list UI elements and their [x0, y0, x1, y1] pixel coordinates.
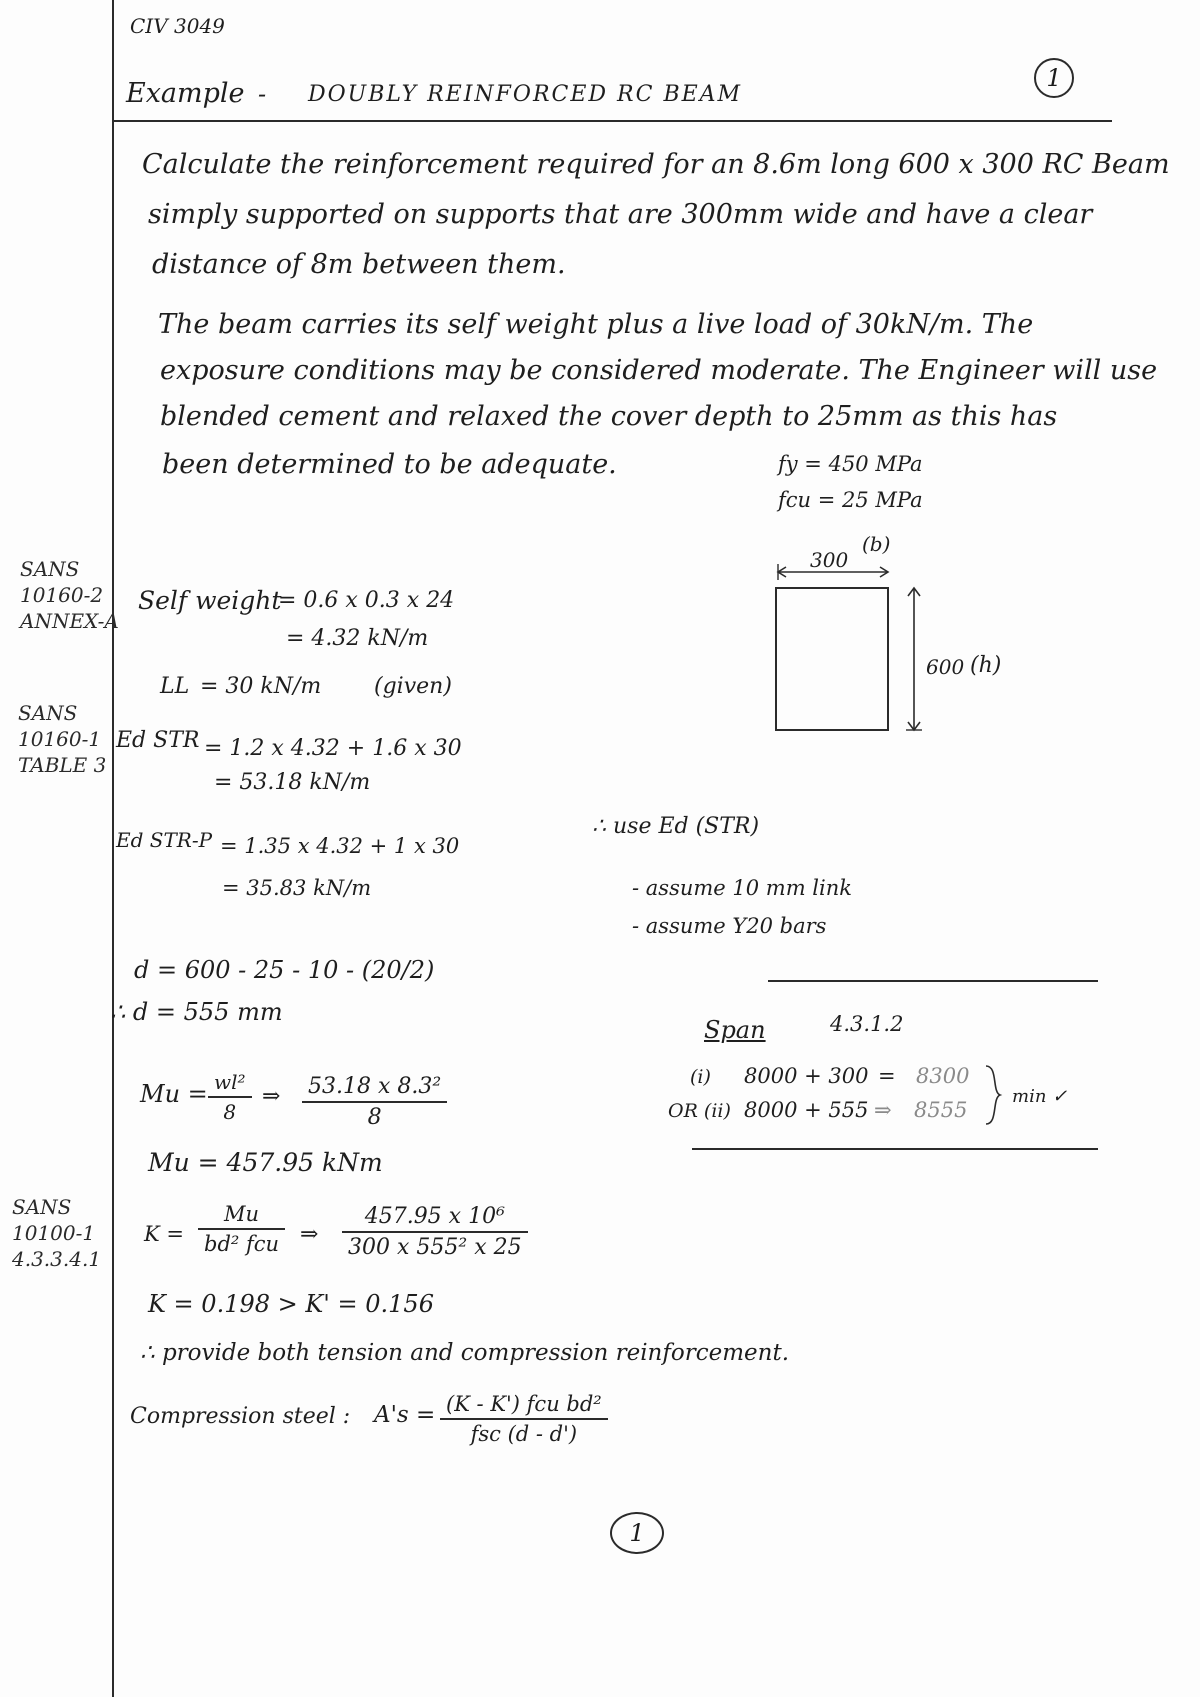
- course-code: CIV 3049: [130, 14, 225, 38]
- span-min-note: min ✓: [1012, 1086, 1068, 1107]
- problem-line-7: been determined to be adequate.: [162, 449, 617, 480]
- footer-page-number-text: 1: [629, 1519, 645, 1547]
- problem-line-5: exposure conditions may be considered moderate. The Engineer will use: [160, 355, 1158, 386]
- reinforcement-conclusion: ∴ provide both tension and compression reinforcement.: [140, 1340, 790, 1366]
- margin-ref-annex-a: [20, 556, 119, 634]
- ed-str-label: Ed STR: [116, 728, 200, 753]
- k-formula-fraction: [198, 1202, 285, 1256]
- beam-section-outline: [776, 588, 888, 730]
- problem-line-6: blended cement and relaxed the cover depth to 25mm as this has: [160, 401, 1058, 432]
- ref-line: TABLE 3: [18, 753, 107, 777]
- ref-line: ANNEX-A: [20, 609, 119, 633]
- mu-formula-bottom: 8: [223, 1100, 237, 1124]
- beam-section-sketch: [760, 540, 1040, 750]
- page-title: DOUBLY REINFORCED RC BEAM: [308, 82, 743, 107]
- as-prime-label: A's =: [374, 1402, 436, 1428]
- ed-str-equation: = 1.2 x 4.32 + 1.6 x 30: [204, 736, 462, 761]
- span-option-1-equals: =: [878, 1064, 896, 1088]
- k-numeric-bottom: 300 x 555² x 25: [348, 1235, 522, 1260]
- span-clause: 4.3.1.2: [830, 1012, 904, 1036]
- problem-line-4: The beam carries its self weight plus a live load of 30kN/m. The: [158, 309, 1034, 340]
- footer-page-number: [610, 1512, 664, 1554]
- mu-numeric-fraction: [302, 1074, 447, 1130]
- k-arrow: ⇒: [300, 1222, 319, 1247]
- mu-formula-fraction: [208, 1070, 252, 1124]
- margin-ref-clause: [12, 1194, 101, 1272]
- ref-line: 10160-2: [20, 583, 104, 607]
- ref-line: 10160-1: [18, 727, 102, 751]
- ref-line: 10100-1: [12, 1221, 96, 1245]
- span-brace: [982, 1064, 1006, 1126]
- width-symbol: (b): [862, 532, 891, 556]
- self-weight-equation: = 0.6 x 0.3 x 24: [278, 588, 455, 613]
- page-badge: [1034, 58, 1074, 98]
- span-option-1-result: 8300: [916, 1064, 970, 1088]
- mu-numeric-bottom: 8: [367, 1105, 382, 1130]
- assume-link: - assume 10 mm link: [632, 876, 852, 900]
- compression-steel-label: Compression steel :: [130, 1404, 351, 1429]
- span-option-2-arrow: ⇒: [874, 1098, 892, 1122]
- problem-line-3: distance of 8m between them.: [152, 249, 566, 280]
- use-ed-str-note: ∴ use Ed (STR): [592, 814, 760, 839]
- ref-line: SANS: [18, 701, 78, 725]
- live-load-label: LL: [160, 674, 190, 699]
- mu-arrow: ⇒: [262, 1084, 281, 1109]
- fraction-bar: [198, 1228, 285, 1230]
- header-rule: [112, 120, 1112, 122]
- compression-steel-bottom: fsc (d - d'): [470, 1422, 578, 1446]
- header-dash: -: [258, 80, 267, 108]
- k-result: K = 0.198 > K' = 0.156: [148, 1290, 434, 1318]
- ref-line: SANS: [20, 557, 80, 581]
- page-badge-text: 1: [1046, 64, 1062, 92]
- fraction-bar: [440, 1418, 608, 1420]
- span-option-2-expression: 8000 + 555: [744, 1098, 869, 1122]
- width-label: 300: [810, 548, 849, 572]
- height-symbol: (h): [970, 653, 1002, 678]
- fraction-bar: [208, 1096, 252, 1098]
- live-load-equation: = 30 kN/m: [200, 674, 322, 699]
- fraction-bar: [302, 1101, 447, 1103]
- ref-line: 4.3.3.4.1: [12, 1247, 102, 1271]
- span-title: Span: [704, 1016, 766, 1044]
- fy-value: fy = 450 MPa: [778, 452, 923, 476]
- k-numeric-fraction: [342, 1204, 528, 1260]
- span-option-2-prefix: OR (ii): [668, 1100, 731, 1122]
- ref-line: SANS: [12, 1195, 72, 1219]
- compression-steel-top: (K - K') fcu bd²: [446, 1392, 602, 1416]
- ed-str-p-label: Ed STR-P: [116, 828, 213, 852]
- mu-label: Mu =: [140, 1080, 208, 1108]
- fraction-bar: [342, 1231, 528, 1233]
- k-label: K =: [144, 1222, 184, 1246]
- fcu-value: fcu = 25 MPa: [778, 488, 923, 512]
- margin-line: [112, 0, 114, 1697]
- example-label: Example: [126, 78, 245, 109]
- span-option-1-prefix: (i): [690, 1066, 711, 1088]
- problem-line-1: Calculate the reinforcement required for an 8.6m long 600 x 300 RC Beam: [142, 149, 1170, 180]
- assume-bars: - assume Y20 bars: [632, 914, 827, 938]
- depth-result: ∴ d = 555 mm: [110, 998, 283, 1026]
- k-formula-top: Mu: [224, 1202, 260, 1226]
- span-option-2-result: 8555: [914, 1098, 968, 1122]
- k-formula-bottom: bd² fcu: [204, 1232, 280, 1256]
- live-load-note: (given): [374, 674, 452, 699]
- mu-numeric-top: 53.18 x 8.3²: [308, 1074, 442, 1099]
- span-top-rule: [768, 980, 1098, 982]
- compression-steel-fraction: [440, 1392, 608, 1446]
- problem-line-2: simply supported on supports that are 300mm wide and have a clear: [148, 199, 1093, 230]
- mu-formula-top: wl²: [214, 1070, 246, 1094]
- span-option-1-expression: 8000 + 300: [744, 1064, 869, 1088]
- height-label: 600: [926, 655, 965, 679]
- k-numeric-top: 457.95 x 10⁶: [364, 1204, 505, 1229]
- ed-str-p-equation: = 1.35 x 4.32 + 1 x 30: [220, 834, 460, 858]
- mu-result: Mu = 457.95 kNm: [148, 1148, 383, 1177]
- ed-str-p-result: = 35.83 kN/m: [222, 876, 372, 900]
- margin-ref-table-3: [18, 700, 106, 778]
- self-weight-result: = 4.32 kN/m: [286, 626, 429, 651]
- ed-str-result: = 53.18 kN/m: [214, 770, 371, 795]
- self-weight-label: Self weight: [138, 586, 282, 615]
- span-bottom-rule: [692, 1148, 1098, 1150]
- depth-equation: d = 600 - 25 - 10 - (20/2): [134, 956, 435, 984]
